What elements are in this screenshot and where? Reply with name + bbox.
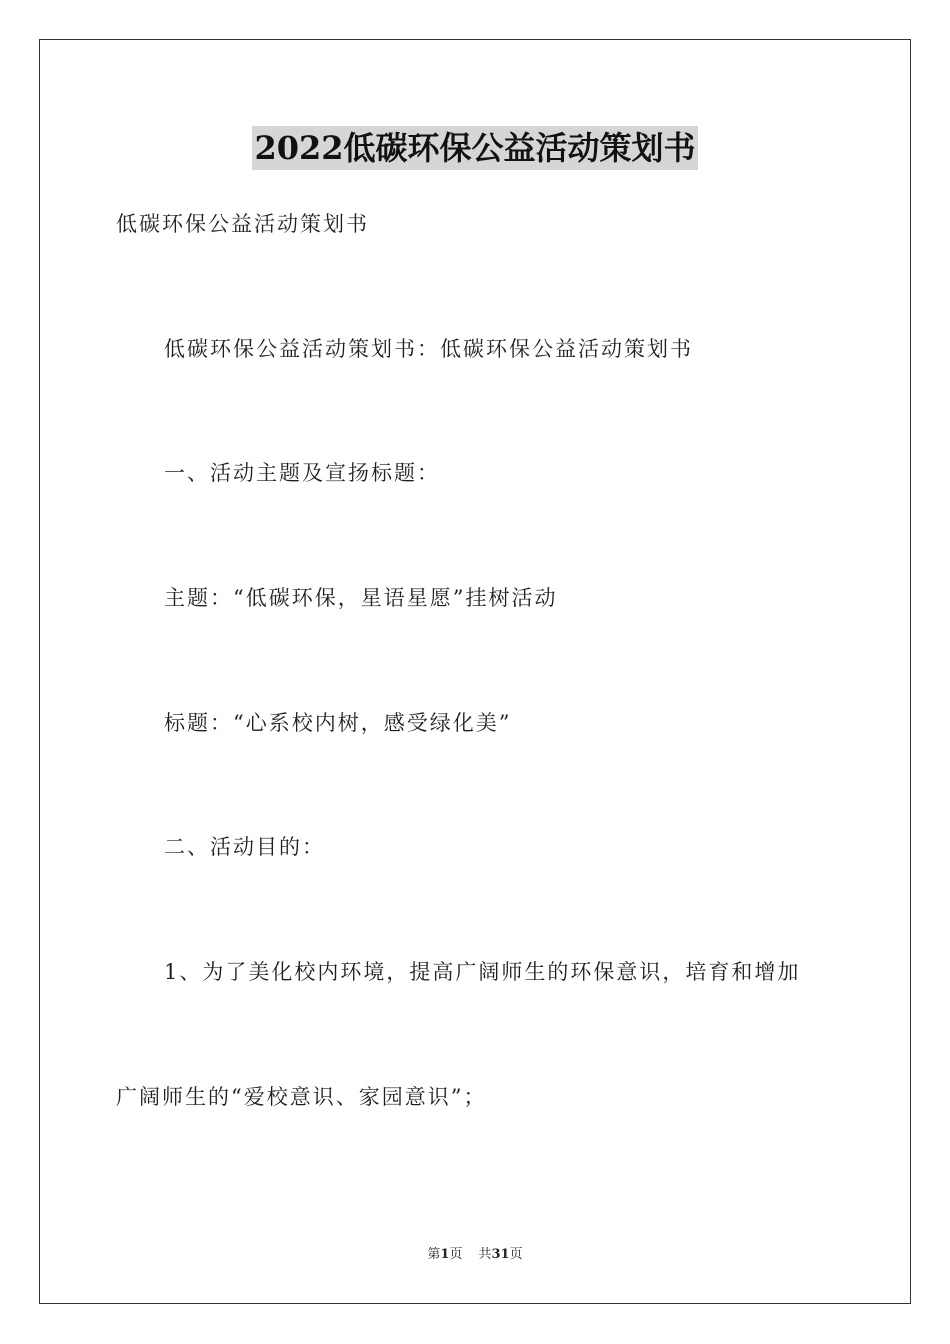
footer-page-prefix: 第 [427, 1247, 441, 1262]
document-title-text: 2022低碳环保公益活动策划书 [252, 126, 697, 170]
page-footer [0, 1246, 950, 1264]
section-heading-purpose: 二、活动目的： [164, 835, 325, 859]
footer-total-pages: 31 [491, 1247, 510, 1262]
footer-page-number: 1 [440, 1247, 450, 1262]
footer-total-suffix: 页 [509, 1247, 523, 1262]
paragraph-intro: 低碳环保公益活动策划书：低碳环保公益活动策划书 [164, 337, 693, 361]
paragraph-purpose-line-1: 1、为了美化校内环境，提高广阔师生的环保意识，培育和增加 [164, 960, 801, 984]
footer-page-suffix: 页 [449, 1247, 463, 1262]
paragraph-subtitle: 低碳环保公益活动策划书 [116, 212, 369, 236]
paragraph-purpose-line-2: 广阔师生的“爱校意识、家园意识”； [116, 1085, 487, 1109]
section-heading-theme: 一、活动主题及宣扬标题： [164, 461, 440, 485]
footer-total-prefix: 共 [478, 1247, 492, 1262]
paragraph-theme: 主题：“低碳环保，星语星愿”挂树活动 [164, 586, 558, 610]
paragraph-slogan: 标题：“心系校内树，感受绿化美” [164, 711, 512, 735]
document-title [0, 126, 950, 176]
